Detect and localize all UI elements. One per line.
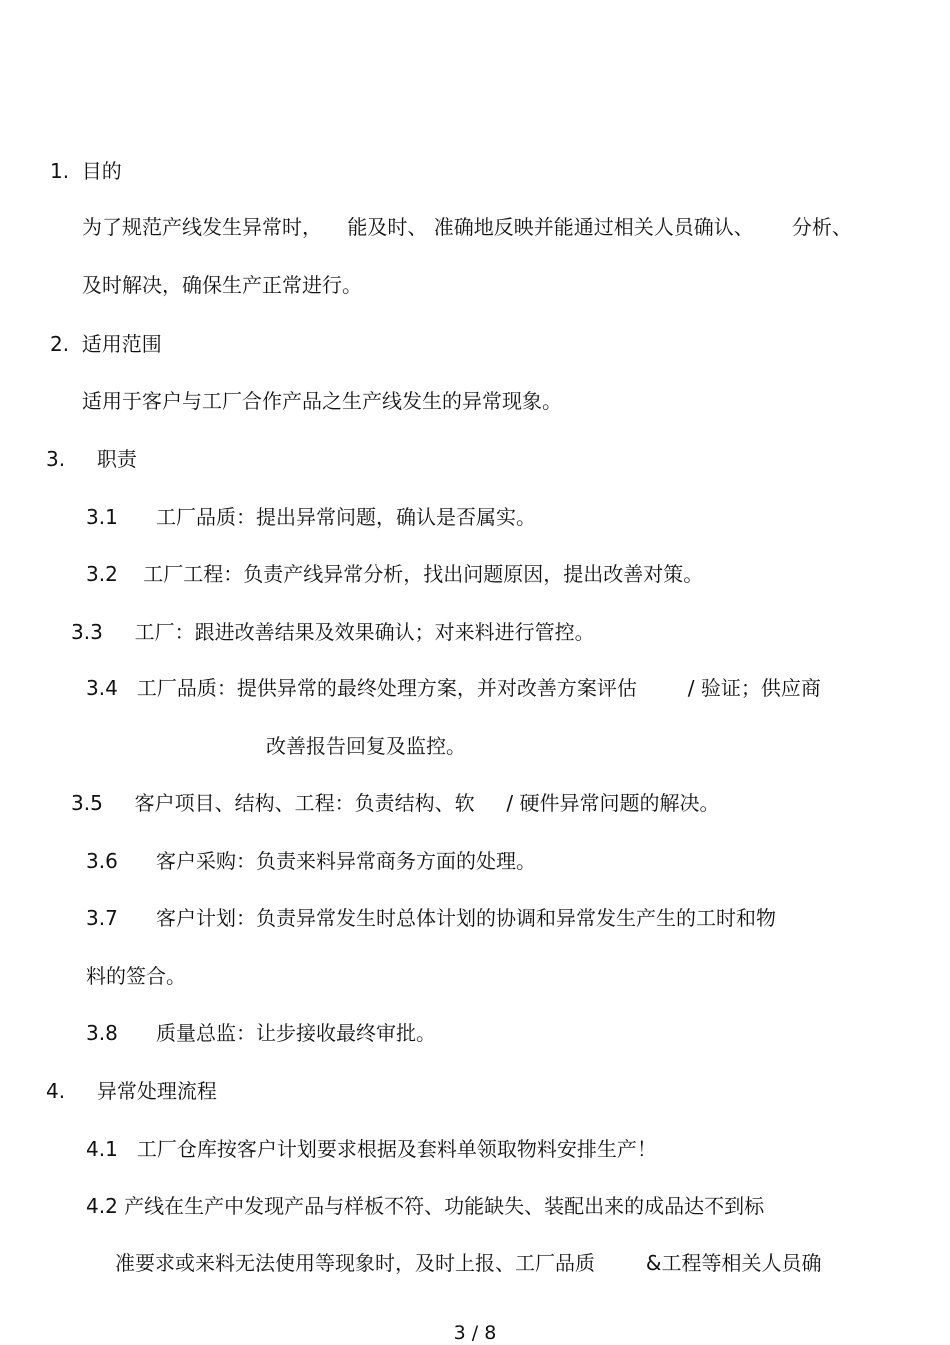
list-item: 3.5 客户项目、结构、工程：负责结构、软 / 硬件异常问题的解决。 <box>71 791 720 815</box>
list-item-continuation: 料的签合。 <box>86 964 186 988</box>
section-heading-4: 4. 异常处理流程 <box>46 1079 217 1103</box>
section-heading-3: 3. 职责 <box>46 447 137 471</box>
list-item: 3.2 工厂工程：负责产线异常分析，找出问题原因，提出改善对策。 <box>86 562 704 586</box>
paragraph-line: 及时解决，确保生产正常进行。 <box>82 273 362 297</box>
paragraph-line: 为了规范产线发生异常时， 能及时、 准确地反映并能通过相关人员确认、 分析、 <box>82 215 852 239</box>
section-heading-1: 1. 目的 <box>50 159 122 183</box>
list-item-continuation: 准要求或来料无法使用等现象时，及时上报、工厂品质 &工程等相关人员确 <box>115 1251 822 1275</box>
list-item: 4.1 工厂仓库按客户计划要求根据及套料单领取物料安排生产！ <box>86 1137 657 1161</box>
list-item: 3.3 工厂：跟进改善结果及效果确认；对来料进行管控。 <box>71 620 595 644</box>
page-number: 3 / 8 <box>453 1322 497 1344</box>
list-item: 3.1 工厂品质：提出异常问题，确认是否属实。 <box>86 505 536 529</box>
list-item: 3.8 质量总监：让步接收最终审批。 <box>86 1021 436 1045</box>
list-item-continuation: 改善报告回复及监控。 <box>266 734 466 758</box>
list-item: 3.7 客户计划：负责异常发生时总体计划的协调和异常发生产生的工时和物 <box>86 906 776 930</box>
list-item: 3.4 工厂品质：提供异常的最终处理方案，并对改善方案评估 / 验证；供应商 <box>86 676 821 700</box>
section-heading-2: 2. 适用范围 <box>50 332 162 356</box>
list-item: 3.6 客户采购：负责来料异常商务方面的处理。 <box>86 849 536 873</box>
list-item: 4.2 产线在生产中发现产品与样板不符、功能缺失、装配出来的成品达不到标 <box>86 1194 765 1218</box>
paragraph-line: 适用于客户与工厂合作产品之生产线发生的异常现象。 <box>82 389 562 413</box>
